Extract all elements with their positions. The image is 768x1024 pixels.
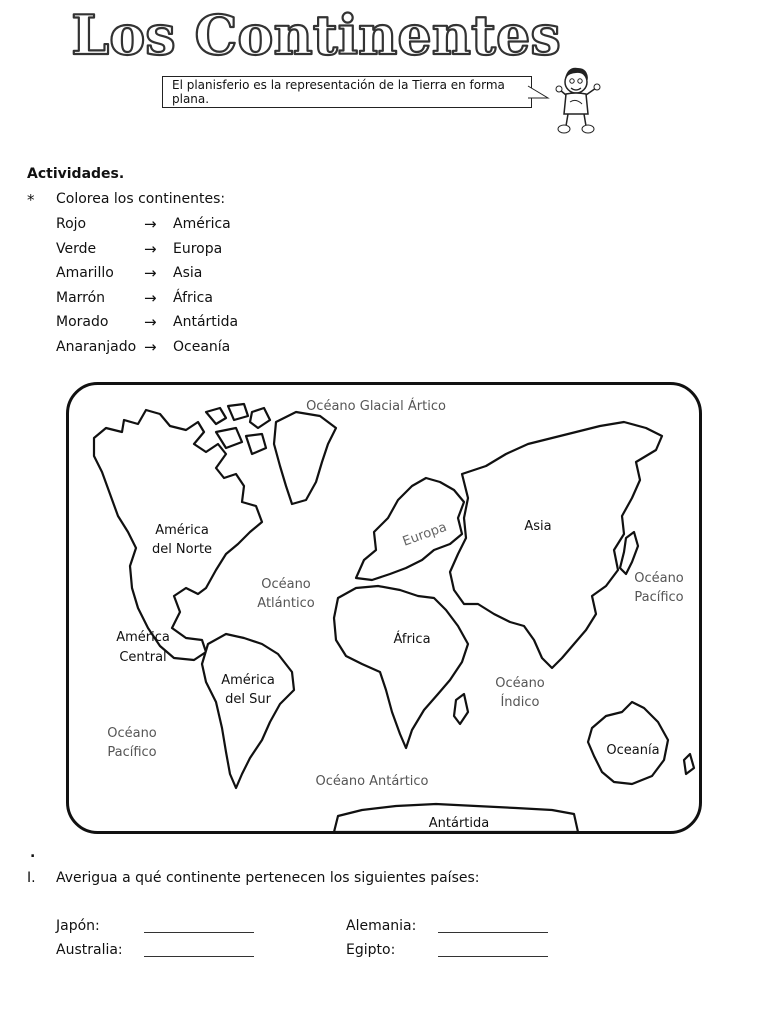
cartoon-kid-icon	[546, 62, 610, 138]
section-dot: .	[30, 845, 36, 861]
answer-blank[interactable]	[438, 956, 548, 957]
pacific-ocean-east-label: Pacífico	[634, 590, 684, 605]
north-america-label: del Norte	[151, 542, 213, 557]
answer-blank[interactable]	[438, 932, 548, 933]
answer-blank[interactable]	[144, 956, 254, 957]
answer-blank[interactable]	[144, 932, 254, 933]
arrow-right-icon: →	[144, 288, 157, 307]
color-name: Anaranjado	[56, 338, 137, 355]
indian-ocean-label: Océano	[495, 676, 545, 691]
color-name: Rojo	[56, 216, 87, 232]
activities-heading: Actividades.	[27, 166, 125, 182]
europe-label: Europa	[400, 519, 449, 550]
central-america-label: Central	[119, 650, 167, 665]
country-label: Egipto:	[346, 942, 396, 958]
pacific-ocean-east-label: Océano	[634, 571, 684, 586]
page-title-text: Los Continentes	[71, 3, 561, 67]
arrow-right-icon: →	[144, 313, 157, 332]
speech-bubble-text: El planisferio es la representación de la Tierra en forma plana.	[172, 78, 505, 106]
continent-name: África	[173, 289, 213, 306]
color-name: Verde	[56, 240, 97, 257]
central-america-label: América	[116, 630, 170, 645]
indian-ocean-label: Índico	[500, 695, 540, 710]
color-instruction: Colorea los continentes:	[56, 191, 226, 207]
asia-label: Asia	[524, 519, 552, 534]
continent-name: Antártida	[173, 314, 239, 331]
continent-name: Europa	[173, 240, 223, 257]
country-label: Japón:	[56, 918, 100, 934]
continent-name: Asia	[173, 265, 203, 282]
color-name: Morado	[56, 314, 109, 331]
pacific-ocean-west-label: Pacífico	[107, 745, 157, 760]
atlantic-ocean-label: Atlántico	[257, 596, 315, 611]
speech-bubble	[162, 76, 532, 108]
north-america-label: América	[155, 523, 209, 538]
country-label: Australia:	[56, 942, 123, 958]
arrow-right-icon: →	[144, 337, 157, 356]
antarctica-label: Antártida	[428, 816, 490, 831]
south-america-label: América	[221, 673, 275, 688]
south-america-label: del Sur	[225, 692, 271, 707]
pacific-ocean-west-label: Océano	[107, 726, 157, 741]
africa-label: África	[393, 632, 431, 647]
oceania-label: Oceanía	[606, 743, 660, 758]
arrow-right-icon: →	[144, 264, 157, 283]
atlantic-ocean-label: Océano	[261, 577, 311, 592]
question-number: I.	[27, 870, 36, 886]
arrow-right-icon: →	[144, 239, 157, 258]
world-map	[66, 382, 702, 834]
bullet-asterisk: *	[27, 191, 35, 209]
question-text: Averigua a qué continente pertenecen los siguientes países:	[56, 870, 480, 886]
arrow-right-icon: →	[144, 215, 157, 233]
arctic-ocean-label: Océano Glacial Ártico	[306, 399, 446, 414]
color-name: Amarillo	[56, 265, 114, 282]
antarctic-ocean-label: Océano Antártico	[315, 774, 429, 789]
country-label: Alemania:	[346, 918, 417, 934]
page-title	[71, 2, 561, 68]
continent-name: América	[173, 216, 231, 232]
color-name: Marrón	[56, 289, 106, 306]
continent-name: Oceanía	[173, 338, 231, 355]
